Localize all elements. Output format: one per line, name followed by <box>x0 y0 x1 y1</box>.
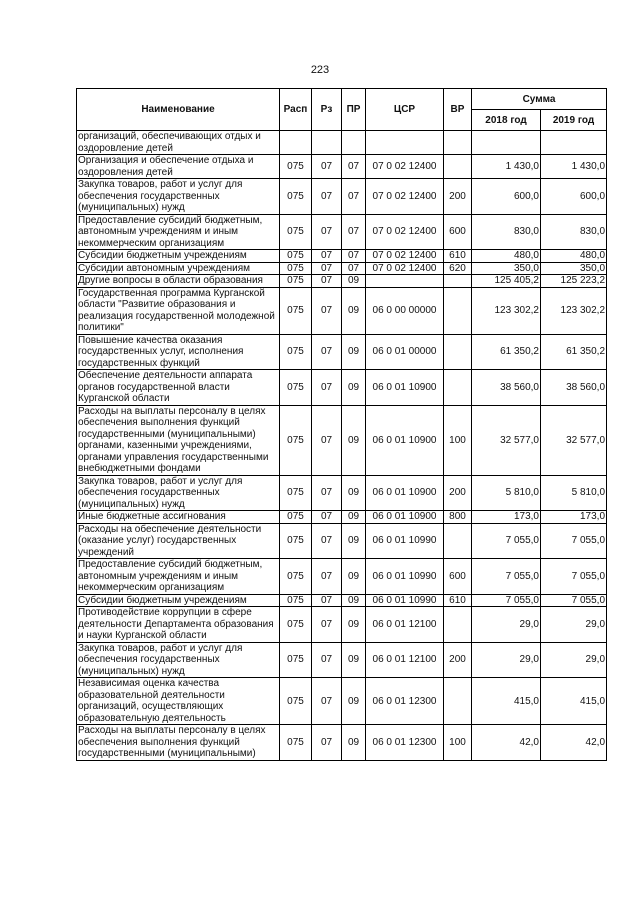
cell-rasp: 075 <box>280 275 312 288</box>
table-row <box>77 370 607 406</box>
cell-2018: 125 405,2 <box>472 275 541 288</box>
cell-rz: 07 <box>312 250 342 263</box>
cell-pr: 09 <box>342 275 366 288</box>
cell-rz: 07 <box>312 475 342 511</box>
cell-name: Повышение качества оказания государственных услуг, исполнения государственных функций <box>77 334 280 370</box>
cell-csr <box>366 275 444 288</box>
cell-2019: 7 055,0 <box>541 594 607 607</box>
cell-vr: 610 <box>444 594 472 607</box>
cell-vr <box>444 370 472 406</box>
cell-rz: 07 <box>312 370 342 406</box>
cell-vr: 100 <box>444 725 472 761</box>
cell-name: Иные бюджетные ассигнования <box>77 511 280 524</box>
cell-2018: 42,0 <box>472 725 541 761</box>
cell-2019: 29,0 <box>541 642 607 678</box>
cell-vr <box>444 523 472 559</box>
cell-name: Предоставление субсидий бюджетным, автономным учреждениям и иным некоммерческим организациям <box>77 559 280 595</box>
cell-name: Расходы на обеспечение деятельности (оказание услуг) государственных учреждений <box>77 523 280 559</box>
header-pr: ПР <box>342 89 366 131</box>
cell-csr: 07 0 02 12400 <box>366 250 444 263</box>
cell-pr: 09 <box>342 523 366 559</box>
cell-2019: 61 350,2 <box>541 334 607 370</box>
cell-2019: 32 577,0 <box>541 405 607 475</box>
cell-name: Противодействие коррупции в сфере деятельности Департамента образования и науки Курганской области <box>77 607 280 643</box>
table-row <box>77 287 607 334</box>
cell-2019: 7 055,0 <box>541 523 607 559</box>
cell-rz: 07 <box>312 511 342 524</box>
table-row <box>77 275 607 288</box>
cell-2019: 830,0 <box>541 214 607 250</box>
table-header-row <box>77 89 607 110</box>
cell-rz: 07 <box>312 287 342 334</box>
cell-2018: 480,0 <box>472 250 541 263</box>
cell-pr: 09 <box>342 334 366 370</box>
cell-2018: 350,0 <box>472 262 541 275</box>
cell-vr <box>444 607 472 643</box>
cell-2018: 32 577,0 <box>472 405 541 475</box>
cell-pr: 09 <box>342 475 366 511</box>
table-body <box>77 131 607 761</box>
cell-vr <box>444 678 472 725</box>
table-row <box>77 475 607 511</box>
header-2019: 2019 год <box>541 110 607 131</box>
cell-vr <box>444 287 472 334</box>
cell-vr: 600 <box>444 214 472 250</box>
cell-csr: 06 0 01 10900 <box>366 511 444 524</box>
cell-rasp: 075 <box>280 511 312 524</box>
cell-rasp: 075 <box>280 155 312 179</box>
table-row <box>77 607 607 643</box>
cell-csr: 06 0 01 10900 <box>366 405 444 475</box>
cell-csr: 06 0 01 10990 <box>366 559 444 595</box>
cell-rz: 07 <box>312 275 342 288</box>
header-name: Наименование <box>77 89 280 131</box>
budget-table <box>76 88 607 761</box>
cell-name: Независимая оценка качества образовательной деятельности организаций, осуществляющих образовательную деятельность <box>77 678 280 725</box>
cell-2018: 173,0 <box>472 511 541 524</box>
cell-csr: 06 0 01 10990 <box>366 594 444 607</box>
cell-name: Обеспечение деятельности аппарата органов государственной власти Курганской области <box>77 370 280 406</box>
cell-2019: 7 055,0 <box>541 559 607 595</box>
table-row <box>77 725 607 761</box>
cell-name: Организация и обеспечение отдыха и оздоровления детей <box>77 155 280 179</box>
table-row <box>77 179 607 215</box>
table-row <box>77 214 607 250</box>
cell-csr: 06 0 01 10990 <box>366 523 444 559</box>
cell-csr: 06 0 01 00000 <box>366 334 444 370</box>
cell-rz: 07 <box>312 214 342 250</box>
cell-pr: 07 <box>342 214 366 250</box>
cell-rz <box>312 131 342 155</box>
cell-rz: 07 <box>312 179 342 215</box>
cell-name: Закупка товаров, работ и услуг для обеспечения государственных (муниципальных) нужд <box>77 475 280 511</box>
cell-2019: 480,0 <box>541 250 607 263</box>
cell-2018: 7 055,0 <box>472 559 541 595</box>
cell-rasp <box>280 131 312 155</box>
cell-rasp: 075 <box>280 475 312 511</box>
page-number: 223 <box>310 64 330 76</box>
cell-name: Субсидии автономным учреждениям <box>77 262 280 275</box>
cell-2019: 600,0 <box>541 179 607 215</box>
cell-2018: 123 302,2 <box>472 287 541 334</box>
cell-name: Субсидии бюджетным учреждениям <box>77 594 280 607</box>
cell-2019 <box>541 131 607 155</box>
cell-csr: 07 0 02 12400 <box>366 155 444 179</box>
cell-rasp: 075 <box>280 262 312 275</box>
table-row <box>77 250 607 263</box>
cell-vr: 600 <box>444 559 472 595</box>
cell-vr <box>444 334 472 370</box>
cell-pr: 09 <box>342 607 366 643</box>
cell-csr: 06 0 01 10900 <box>366 370 444 406</box>
cell-rasp: 075 <box>280 559 312 595</box>
cell-2018: 29,0 <box>472 607 541 643</box>
header-rz: Рз <box>312 89 342 131</box>
cell-csr: 06 0 00 00000 <box>366 287 444 334</box>
cell-rasp: 075 <box>280 642 312 678</box>
cell-name: организаций, обеспечивающих отдых и оздоровление детей <box>77 131 280 155</box>
cell-2019: 5 810,0 <box>541 475 607 511</box>
cell-2019: 123 302,2 <box>541 287 607 334</box>
cell-rasp: 075 <box>280 594 312 607</box>
cell-rasp: 075 <box>280 287 312 334</box>
cell-2019: 38 560,0 <box>541 370 607 406</box>
header-vr: ВР <box>444 89 472 131</box>
cell-rasp: 075 <box>280 678 312 725</box>
table-row <box>77 594 607 607</box>
cell-vr: 610 <box>444 250 472 263</box>
cell-2019: 29,0 <box>541 607 607 643</box>
table-row <box>77 642 607 678</box>
cell-pr: 09 <box>342 405 366 475</box>
cell-rz: 07 <box>312 405 342 475</box>
cell-csr: 06 0 01 12100 <box>366 642 444 678</box>
cell-pr: 09 <box>342 725 366 761</box>
cell-pr: 09 <box>342 511 366 524</box>
table-row <box>77 155 607 179</box>
cell-rasp: 075 <box>280 523 312 559</box>
cell-csr: 07 0 02 12400 <box>366 214 444 250</box>
cell-rz: 07 <box>312 642 342 678</box>
cell-vr: 200 <box>444 475 472 511</box>
cell-2018: 29,0 <box>472 642 541 678</box>
cell-pr: 07 <box>342 250 366 263</box>
cell-csr: 07 0 02 12400 <box>366 262 444 275</box>
table-row <box>77 678 607 725</box>
cell-vr: 800 <box>444 511 472 524</box>
cell-pr: 07 <box>342 155 366 179</box>
cell-pr <box>342 131 366 155</box>
cell-2018: 415,0 <box>472 678 541 725</box>
cell-rz: 07 <box>312 725 342 761</box>
cell-csr: 06 0 01 12300 <box>366 678 444 725</box>
cell-2019: 42,0 <box>541 725 607 761</box>
header-2018: 2018 год <box>472 110 541 131</box>
header-csr: ЦСР <box>366 89 444 131</box>
cell-rz: 07 <box>312 559 342 595</box>
cell-2018: 600,0 <box>472 179 541 215</box>
cell-rasp: 075 <box>280 179 312 215</box>
cell-2018: 61 350,2 <box>472 334 541 370</box>
table-row <box>77 262 607 275</box>
cell-2018: 7 055,0 <box>472 523 541 559</box>
table-row <box>77 511 607 524</box>
cell-vr: 100 <box>444 405 472 475</box>
cell-rasp: 075 <box>280 405 312 475</box>
cell-name: Закупка товаров, работ и услуг для обеспечения государственных (муниципальных) нужд <box>77 642 280 678</box>
cell-vr: 200 <box>444 179 472 215</box>
table-row <box>77 523 607 559</box>
table-row <box>77 131 607 155</box>
cell-rasp: 075 <box>280 334 312 370</box>
cell-rz: 07 <box>312 155 342 179</box>
header-sum: Сумма <box>472 89 607 110</box>
cell-2018: 7 055,0 <box>472 594 541 607</box>
cell-csr <box>366 131 444 155</box>
cell-pr: 09 <box>342 370 366 406</box>
cell-csr: 06 0 01 12100 <box>366 607 444 643</box>
cell-pr: 09 <box>342 594 366 607</box>
cell-rasp: 075 <box>280 250 312 263</box>
cell-name: Расходы на выплаты персоналу в целях обеспечения выполнения функций государственными (муниципальными) органами, казенными учреждениями, органами управления государственными внебюджетными фондами <box>77 405 280 475</box>
cell-name: Другие вопросы в области образования <box>77 275 280 288</box>
cell-2019: 350,0 <box>541 262 607 275</box>
cell-rz: 07 <box>312 262 342 275</box>
cell-2019: 415,0 <box>541 678 607 725</box>
cell-vr <box>444 131 472 155</box>
cell-rasp: 075 <box>280 607 312 643</box>
cell-2018 <box>472 131 541 155</box>
header-rasp: Расп <box>280 89 312 131</box>
cell-rasp: 075 <box>280 370 312 406</box>
cell-rz: 07 <box>312 523 342 559</box>
cell-rz: 07 <box>312 334 342 370</box>
cell-rz: 07 <box>312 607 342 643</box>
table-row <box>77 334 607 370</box>
cell-csr: 07 0 02 12400 <box>366 179 444 215</box>
cell-name: Расходы на выплаты персоналу в целях обеспечения выполнения функций государственными (муниципальными) <box>77 725 280 761</box>
cell-pr: 07 <box>342 262 366 275</box>
table-row <box>77 559 607 595</box>
cell-name: Государственная программа Курганской области "Развитие образования и реализация государственной молодежной политики" <box>77 287 280 334</box>
table-row <box>77 405 607 475</box>
cell-2018: 830,0 <box>472 214 541 250</box>
cell-pr: 09 <box>342 559 366 595</box>
cell-vr: 620 <box>444 262 472 275</box>
cell-vr <box>444 275 472 288</box>
cell-2018: 5 810,0 <box>472 475 541 511</box>
cell-csr: 06 0 01 10900 <box>366 475 444 511</box>
cell-name: Предоставление субсидий бюджетным, автономным учреждениям и иным некоммерческим организациям <box>77 214 280 250</box>
cell-2018: 1 430,0 <box>472 155 541 179</box>
cell-csr: 06 0 01 12300 <box>366 725 444 761</box>
cell-pr: 09 <box>342 642 366 678</box>
cell-rz: 07 <box>312 678 342 725</box>
cell-pr: 09 <box>342 287 366 334</box>
cell-2019: 125 223,2 <box>541 275 607 288</box>
cell-name: Субсидии бюджетным учреждениям <box>77 250 280 263</box>
cell-rasp: 075 <box>280 725 312 761</box>
cell-rasp: 075 <box>280 214 312 250</box>
cell-2018: 38 560,0 <box>472 370 541 406</box>
cell-vr <box>444 155 472 179</box>
cell-name: Закупка товаров, работ и услуг для обеспечения государственных (муниципальных) нужд <box>77 179 280 215</box>
cell-vr: 200 <box>444 642 472 678</box>
cell-pr: 09 <box>342 678 366 725</box>
cell-pr: 07 <box>342 179 366 215</box>
cell-2019: 1 430,0 <box>541 155 607 179</box>
cell-rz: 07 <box>312 594 342 607</box>
cell-2019: 173,0 <box>541 511 607 524</box>
